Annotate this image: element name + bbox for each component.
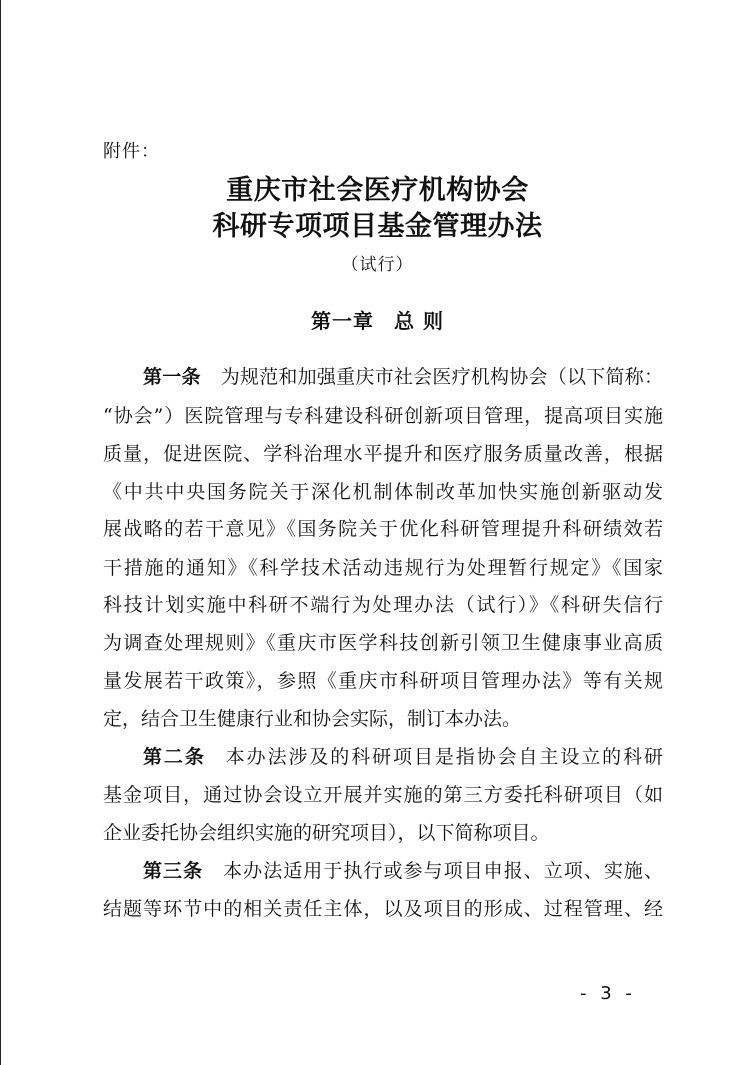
article-3-text: 本办法适用于执行或参与项目申报、立项、实施、 xyxy=(223,860,663,882)
document-title-line-1: 重庆市社会医疗机构协会 xyxy=(226,175,529,206)
page-left-border xyxy=(0,0,1,1065)
article-1-line-7: 科技计划实施中科研不端行为处理办法（试行）》《科研失信行 xyxy=(103,594,663,616)
article-1-line-5: 展战略的若干意见》《国务院关于优化科研管理提升科研绩效若 xyxy=(103,518,663,540)
document-title-line-2: 科研专项项目基金管理办法 xyxy=(212,211,543,242)
article-3-line-1 xyxy=(143,856,663,883)
page-number: - 3 - xyxy=(580,983,636,1004)
article-1-label: 第一条 xyxy=(143,366,201,388)
attachment-label: 附件： xyxy=(103,141,160,162)
article-1-line-6: 干措施的通知》《科学技术活动违规行为处理暂行规定》《国家 xyxy=(103,557,663,579)
article-1-line-10: 定，结合卫生健康行业和协会实际，制订本办法。 xyxy=(103,708,522,730)
article-2-text: 本办法涉及的科研项目是指协会自主设立的科研 xyxy=(225,746,663,768)
article-1-text: 为规范和加强重庆市社会医疗机构协会（以下简称： xyxy=(220,366,663,388)
article-2-line-2: 基金项目，通过协会设立开展并实施的第三方委托科研项目（如 xyxy=(103,784,663,806)
article-1-line-2: “协会”）医院管理与专科建设科研创新项目管理，提高项目实施 xyxy=(103,405,663,427)
article-1-line-1 xyxy=(143,362,663,389)
document-subtitle: （试行） xyxy=(341,255,414,275)
chapter-title: 总 则 xyxy=(394,309,444,333)
chapter-number: 第一章 xyxy=(311,309,375,333)
article-1-line-8: 为调查处理规则》《重庆市医学科技创新引领卫生健康事业高质 xyxy=(103,632,663,654)
article-2-line-3: 企业委托协会组织实施的研究项目），以下简称项目。 xyxy=(103,822,550,844)
article-1-line-9: 量发展若干政策》，参照《重庆市科研项目管理办法》等有关规 xyxy=(103,670,663,692)
article-2-line-1 xyxy=(143,742,663,769)
article-3-label: 第三条 xyxy=(143,860,204,882)
chapter-heading xyxy=(0,305,755,334)
article-1-line-4: 《中共中央国务院关于深化机制体制改革加快实施创新驱动发 xyxy=(103,481,663,503)
article-2-label: 第二条 xyxy=(143,746,206,768)
article-1-line-3: 质量，促进医院、学科治理水平提升和医疗服务质量改善，根据 xyxy=(103,443,663,465)
article-3-line-2: 结题等环节中的相关责任主体，以及项目的形成、过程管理、经 xyxy=(103,898,663,920)
